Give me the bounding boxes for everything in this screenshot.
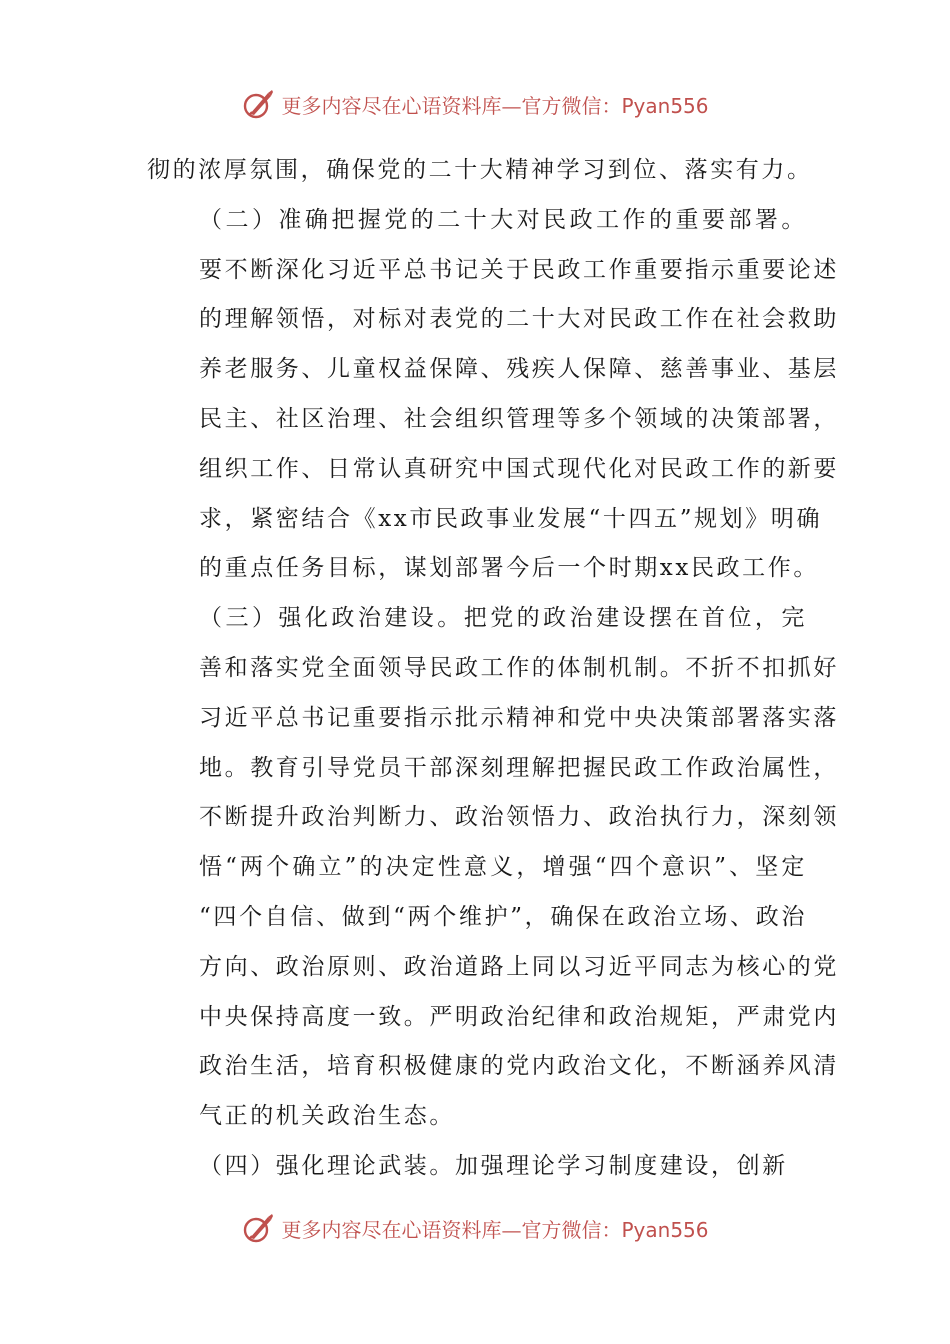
text-line: 组织工作、日常认真研究中国式现代化对民政工作的新要 <box>199 455 839 482</box>
paragraph <box>147 196 839 594</box>
header-banner-text <box>281 90 708 119</box>
text-line: （四）强化理论武装。加强理论学习制度建设，创新 <box>199 1152 788 1179</box>
banner-wechat-handle: Pyan556 <box>621 1217 709 1242</box>
quill-pen-logo-icon <box>241 1211 275 1245</box>
text-line: 要不断深化习近平总书记关于民政工作重要指示重要论述 <box>199 256 839 283</box>
text-line: 民主、社区治理、社会组织管理等多个领域的决策部署， <box>199 405 839 432</box>
text-line: “四个自信、做到“两个维护”，确保在政治立场、政治 <box>199 903 807 930</box>
footer-banner-content <box>241 1211 708 1245</box>
text-line: 中央保持高度一致。严明政治纪律和政治规矩，严肃党内 <box>199 1003 839 1030</box>
text-line: 的理解领悟，对标对表党的二十大对民政工作在社会救助 <box>199 306 839 333</box>
text-line: 气正的机关政治生态。 <box>199 1103 455 1130</box>
text-line: 养老服务、儿童权益保障、残疾人保障、慈善事业、基层 <box>199 356 839 383</box>
text-line: 悟“两个确立”的决定性意义，增强“四个意识”、坚定 <box>199 854 807 881</box>
banner-slogan: 更多内容尽在心语资料库—官方微信： <box>281 1217 622 1242</box>
text-line: （二）准确把握党的二十大对民政工作的重要部署。 <box>199 206 807 233</box>
text-line: 不断提升政治判断力、政治领悟力、政治执行力，深刻领 <box>199 804 839 831</box>
paragraph <box>147 1142 807 1192</box>
header-banner-content <box>241 87 708 121</box>
text-line: 方向、政治原则、政治道路上同以习近平同志为核心的党 <box>199 953 839 980</box>
banner-slogan: 更多内容尽在心语资料库—官方微信： <box>281 93 622 118</box>
text-line: 求，紧密结合《xx市民政事业发展“十四五”规划》明确 <box>199 505 823 532</box>
paragraph <box>147 594 839 1142</box>
text-line: 的重点任务目标，谋划部署今后一个时期xx民政工作。 <box>199 555 819 582</box>
text-line: 习近平总书记重要指示批示精神和党中央决策部署落实落 <box>199 704 839 731</box>
banner-wechat-handle: Pyan556 <box>621 93 709 118</box>
paragraph <box>147 146 813 196</box>
footer-banner <box>0 1208 950 1248</box>
header-banner <box>0 84 950 124</box>
document-body <box>147 146 839 1192</box>
text-line: 地。教育引导党员干部深刻理解把握民政工作政治属性， <box>199 754 839 781</box>
footer-banner-text <box>281 1214 708 1243</box>
text-line: 善和落实党全面领导民政工作的体制机制。不折不扣抓好 <box>199 654 839 681</box>
text-line: 彻的浓厚氛围，确保党的二十大精神学习到位、落实有力。 <box>147 157 813 183</box>
text-line: （三）强化政治建设。把党的政治建设摆在首位，完 <box>199 605 807 632</box>
quill-pen-logo-icon <box>241 87 275 121</box>
text-line: 政治生活，培育积极健康的党内政治文化，不断涵养风清 <box>199 1053 839 1080</box>
